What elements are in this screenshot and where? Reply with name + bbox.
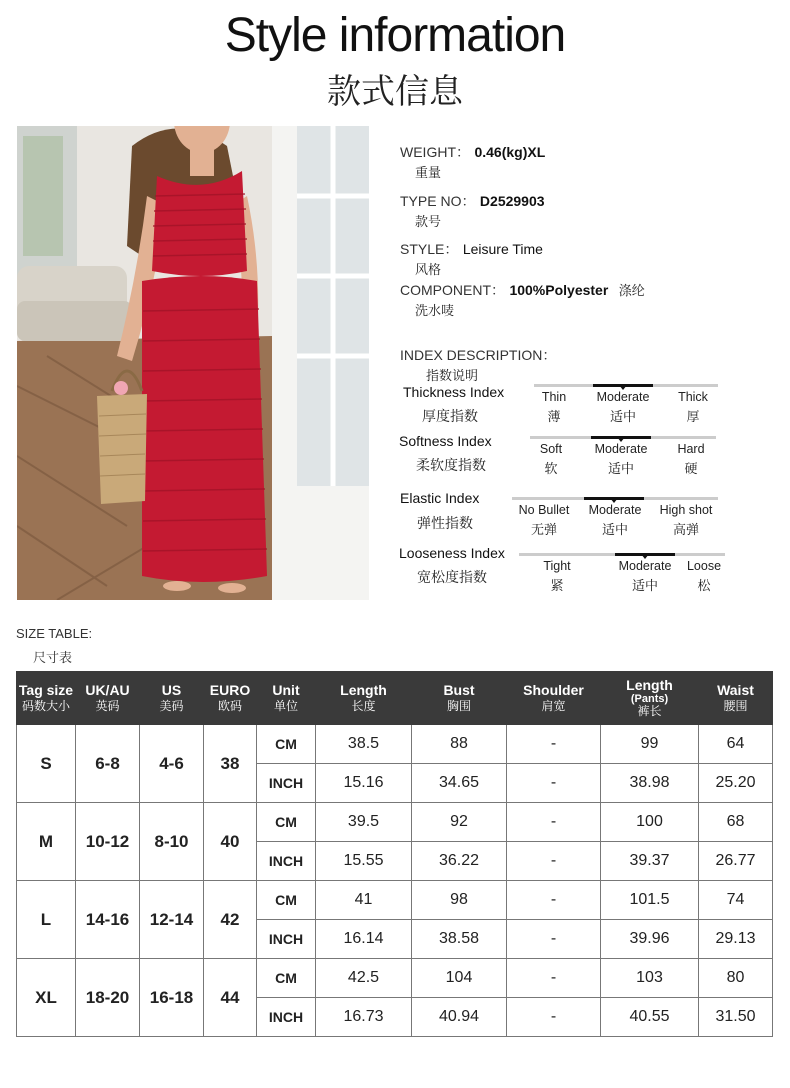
shoulder-cell: - bbox=[507, 881, 601, 920]
waist-cell: 31.50 bbox=[699, 998, 773, 1037]
thickness-option-thick: Thick 厚 bbox=[678, 390, 708, 425]
shoulder-cell: - bbox=[507, 920, 601, 959]
us-size-cell: 8-10 bbox=[140, 803, 204, 881]
length-cell: 16.14 bbox=[316, 920, 412, 959]
length-cell: 39.5 bbox=[316, 803, 412, 842]
uk-size-cell: 6-8 bbox=[76, 725, 140, 803]
looseness-label-cn: 宽松度指数 bbox=[417, 570, 487, 586]
unit-cell: CM bbox=[257, 881, 316, 920]
length-cell: 42.5 bbox=[316, 959, 412, 998]
type-no-value: D2529903 bbox=[479, 193, 545, 209]
component-row bbox=[400, 280, 645, 319]
elastic-scale bbox=[512, 497, 718, 543]
pants-cell: 40.55 bbox=[601, 998, 699, 1037]
index-heading: INDEX DESCRIPTION： bbox=[400, 347, 557, 363]
thickness-scale bbox=[534, 384, 718, 430]
type-no-row bbox=[400, 191, 545, 230]
component-value: 100%Polyester bbox=[509, 282, 609, 298]
type-no-cn: 款号 bbox=[415, 215, 442, 230]
header-uk-au: UK/AU 英码 bbox=[76, 672, 140, 725]
size-table bbox=[16, 671, 773, 1037]
uk-size-cell: 14-16 bbox=[76, 881, 140, 959]
unit-cell: INCH bbox=[257, 764, 316, 803]
size-table-label: SIZE TABLE: bbox=[16, 626, 93, 641]
us-size-cell: 16-18 bbox=[140, 959, 204, 1037]
pants-cell: 100 bbox=[601, 803, 699, 842]
elastic-option-high-shot: High shot 高弹 bbox=[659, 503, 713, 538]
us-size-cell: 4-6 bbox=[140, 725, 204, 803]
thickness-label-cn: 厚度指数 bbox=[422, 409, 478, 425]
pants-cell: 101.5 bbox=[601, 881, 699, 920]
euro-size-cell: 40 bbox=[204, 803, 257, 881]
elastic-option-no-bullet: No Bullet 无弹 bbox=[518, 503, 570, 538]
waist-cell: 64 bbox=[699, 725, 773, 764]
euro-size-cell: 42 bbox=[204, 881, 257, 959]
shoulder-cell: - bbox=[507, 959, 601, 998]
tag-size-cell: S bbox=[17, 725, 76, 803]
header-tag-size: Tag size 码数大小 bbox=[17, 672, 76, 725]
bust-cell: 40.94 bbox=[412, 998, 507, 1037]
weight-value: 0.46(kg)XL bbox=[474, 144, 546, 160]
thickness-option-moderate: Moderate 适中 bbox=[596, 390, 650, 425]
style-key: STYLE： bbox=[400, 241, 459, 257]
header-waist: Waist 腰围 bbox=[699, 672, 773, 725]
header-shoulder: Shoulder 肩宽 bbox=[507, 672, 601, 725]
bust-cell: 104 bbox=[412, 959, 507, 998]
tag-size-cell: XL bbox=[17, 959, 76, 1037]
looseness-option-moderate: Moderate 适中 bbox=[618, 559, 672, 594]
index-heading-row bbox=[400, 345, 557, 384]
length-cell: 16.73 bbox=[316, 998, 412, 1037]
length-cell: 15.16 bbox=[316, 764, 412, 803]
unit-cell: CM bbox=[257, 959, 316, 998]
header-unit: Unit 单位 bbox=[257, 672, 316, 725]
shoulder-cell: - bbox=[507, 998, 601, 1037]
pants-cell: 103 bbox=[601, 959, 699, 998]
pants-cell: 99 bbox=[601, 725, 699, 764]
length-cell: 38.5 bbox=[316, 725, 412, 764]
index-heading-cn: 指数说明 bbox=[426, 369, 479, 384]
size-table-body bbox=[17, 725, 773, 1037]
size-table-label-cn: 尺寸表 bbox=[33, 651, 73, 666]
size-row-l-cm bbox=[17, 881, 773, 920]
bust-cell: 34.65 bbox=[412, 764, 507, 803]
looseness-option-loose: Loose 松 bbox=[686, 559, 722, 594]
us-size-cell: 12-14 bbox=[140, 881, 204, 959]
softness-option-moderate: Moderate 适中 bbox=[594, 442, 648, 477]
header-pants-length: Length (Pants) 裤长 bbox=[601, 672, 699, 725]
euro-size-cell: 44 bbox=[204, 959, 257, 1037]
waist-cell: 25.20 bbox=[699, 764, 773, 803]
size-row-s-cm bbox=[17, 725, 773, 764]
looseness-scale bbox=[519, 553, 725, 599]
unit-cell: INCH bbox=[257, 920, 316, 959]
softness-option-hard: Hard 硬 bbox=[677, 442, 705, 477]
bust-cell: 36.22 bbox=[412, 842, 507, 881]
size-row-xl-cm bbox=[17, 959, 773, 998]
softness-label-cn: 柔软度指数 bbox=[416, 458, 486, 474]
component-key: COMPONENT： bbox=[400, 282, 505, 298]
product-photo-illustration bbox=[17, 126, 369, 600]
size-table-header-row bbox=[17, 672, 773, 725]
uk-size-cell: 18-20 bbox=[76, 959, 140, 1037]
pants-cell: 38.98 bbox=[601, 764, 699, 803]
shoulder-cell: - bbox=[507, 725, 601, 764]
shoulder-cell: - bbox=[507, 842, 601, 881]
unit-cell: CM bbox=[257, 725, 316, 764]
style-row bbox=[400, 239, 543, 278]
header-bust: Bust 胸围 bbox=[412, 672, 507, 725]
pants-cell: 39.37 bbox=[601, 842, 699, 881]
unit-cell: INCH bbox=[257, 998, 316, 1037]
weight-row bbox=[400, 142, 546, 181]
size-row-m-cm bbox=[17, 803, 773, 842]
style-cn: 风格 bbox=[415, 263, 442, 278]
page-subtitle: 款式信息 bbox=[327, 72, 463, 112]
elastic-label-cn: 弹性指数 bbox=[417, 516, 473, 532]
unit-cell: CM bbox=[257, 803, 316, 842]
product-photo bbox=[17, 126, 369, 600]
component-value-cn: 涤纶 bbox=[618, 284, 645, 299]
unit-cell: INCH bbox=[257, 842, 316, 881]
type-no-key: TYPE NO： bbox=[400, 193, 476, 209]
elastic-label: Elastic Index bbox=[400, 490, 480, 506]
waist-cell: 74 bbox=[699, 881, 773, 920]
shoulder-cell: - bbox=[507, 803, 601, 842]
thickness-label: Thickness Index bbox=[403, 384, 505, 400]
waist-cell: 80 bbox=[699, 959, 773, 998]
shoulder-cell: - bbox=[507, 764, 601, 803]
softness-label: Softness Index bbox=[399, 433, 492, 449]
component-cn: 洗水唛 bbox=[415, 304, 455, 319]
header-length: Length 长度 bbox=[316, 672, 412, 725]
bust-cell: 88 bbox=[412, 725, 507, 764]
bust-cell: 98 bbox=[412, 881, 507, 920]
looseness-option-tight: Tight 紧 bbox=[543, 559, 571, 594]
header-euro: EURO 欧码 bbox=[204, 672, 257, 725]
waist-cell: 68 bbox=[699, 803, 773, 842]
euro-size-cell: 38 bbox=[204, 725, 257, 803]
length-cell: 15.55 bbox=[316, 842, 412, 881]
page-title: Style information bbox=[224, 9, 566, 62]
tag-size-cell: M bbox=[17, 803, 76, 881]
looseness-label: Looseness Index bbox=[399, 545, 505, 561]
header-us: US 美码 bbox=[140, 672, 204, 725]
bust-cell: 38.58 bbox=[412, 920, 507, 959]
tag-size-cell: L bbox=[17, 881, 76, 959]
weight-cn: 重量 bbox=[415, 166, 442, 181]
uk-size-cell: 10-12 bbox=[76, 803, 140, 881]
softness-option-soft: Soft 软 bbox=[539, 442, 563, 477]
weight-key: WEIGHT： bbox=[400, 144, 470, 160]
softness-scale bbox=[530, 436, 716, 482]
length-cell: 41 bbox=[316, 881, 412, 920]
style-value: Leisure Time bbox=[462, 241, 543, 257]
waist-cell: 29.13 bbox=[699, 920, 773, 959]
thickness-option-thin: Thin 薄 bbox=[541, 390, 567, 425]
waist-cell: 26.77 bbox=[699, 842, 773, 881]
bust-cell: 92 bbox=[412, 803, 507, 842]
elastic-option-moderate: Moderate 适中 bbox=[588, 503, 642, 538]
pants-cell: 39.96 bbox=[601, 920, 699, 959]
